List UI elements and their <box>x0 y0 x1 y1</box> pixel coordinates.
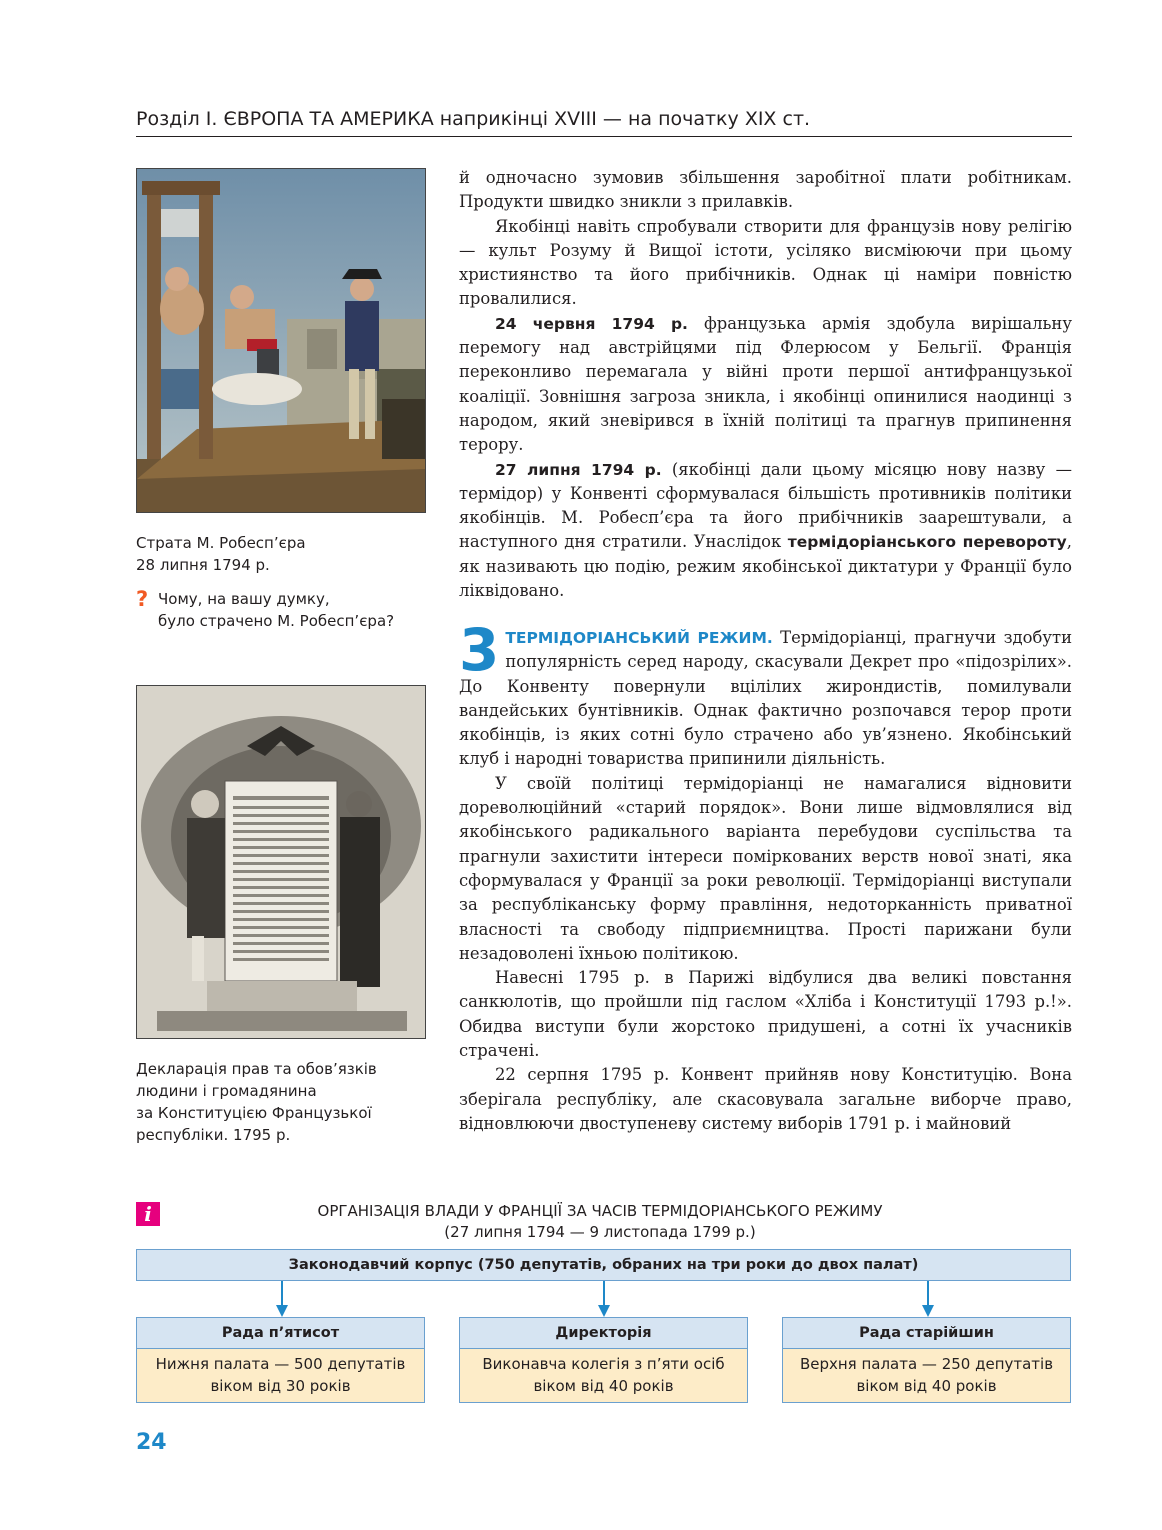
directory-line1: Виконавча колегія з п’яти осіб <box>482 1355 725 1373</box>
legislative-corps-box: Законодавчий корпус (750 депутатів, обраних на три роки до двох палат) <box>136 1249 1071 1281</box>
paragraph-3 <box>459 312 1072 458</box>
council-of-elders-line1: Верхня палата — 250 депутатів <box>799 1355 1054 1373</box>
question-text <box>158 588 438 632</box>
arrow-down-icon <box>274 1281 290 1317</box>
paragraph-4 <box>459 458 1072 604</box>
term-thermidorian-coup: термідоріанського перевороту <box>787 533 1067 552</box>
scheme-title-line2: (27 липня 1794 — 9 листопада 1799 р.) <box>444 1223 756 1241</box>
main-text-upper <box>459 166 1072 603</box>
paragraph-2: Якобінці навіть спробували створити для французів нову релігію — культ Розуму й Вищої істоти, усіляко висміюючи при цьому християнство та його прибічників. Однак ці наміри повністю провалилися. <box>459 216 1072 309</box>
page-number: 24 <box>136 1430 167 1455</box>
council-of-500-head: Рада п’ятисот <box>136 1317 425 1349</box>
council-of-500-line1: Нижня палата — 500 депутатів <box>155 1355 406 1373</box>
paragraph-5 <box>459 616 1073 772</box>
header-rule <box>136 136 1072 137</box>
date-june-1794: 24 червня 1794 р. <box>495 314 688 333</box>
scheme-title <box>240 1201 960 1243</box>
council-of-elders-head: Рада старійшин <box>782 1317 1071 1349</box>
date-july-1794: 27 липня 1794 р. <box>495 460 662 479</box>
scheme-title-line1: ОРГАНІЗАЦІЯ ВЛАДИ У ФРАНЦІЇ ЗА ЧАСІВ ТЕРМІДОРІАНСЬКОГО РЕЖИМУ <box>317 1202 883 1220</box>
council-of-500-body <box>136 1349 425 1403</box>
section-title: ТЕРМІДОРІАНСЬКИЙ РЕЖИМ. <box>505 629 773 647</box>
paragraph-7: Навесні 1795 р. в Парижі відбулися два великі повстання санкюлотів, що пройшли під гаслом «Хліба і Конституції 1793 р.!». Обидва виступи були жорстоко придушені, а сотні їх учасників страчені. <box>459 968 1072 1061</box>
paragraph-4-text-b: , як називають цю подію, режим якобінської диктатури у Франції було ліквідовано. <box>459 532 1072 601</box>
directory-line2: віком від 40 років <box>533 1377 674 1395</box>
question-line1: Чому, на вашу думку, <box>158 590 330 608</box>
paragraph-3-text: французька армія здобула вирішальну перемогу над австрійцями під Флерюсом у Бельгії. Франція переконливо перемагала у війні проти першої антифранцузької коаліції. Зовнішня загроза зникла, і якобінці опинилися наодинці з народом, який зневірився в їхній політиці та прагнув припинення терору. <box>459 313 1072 455</box>
paragraph-1: й одночасно зумовив збільшення заробітної плати робітникам. Продукти швидко зникли з прилавків. <box>459 168 1072 212</box>
paragraph-4-text-a: (якобінці дали цьому місяцю нову назву — термідор) у Конвенті сформувалася більшість противників політики якобінців. М. Робесп’єра та його прибічників заарештували, а наступного дня стратили. Унаслідок <box>459 459 1072 552</box>
arrow-down-icon <box>920 1281 936 1317</box>
figure1-caption <box>136 532 426 576</box>
figure1-caption-line1: Страта М. Робесп’єра <box>136 534 306 552</box>
figure2-caption-line3: за Конституцією Французької <box>136 1104 372 1122</box>
directory-head: Директорія <box>459 1317 748 1349</box>
arrow-down-icon <box>596 1281 612 1317</box>
declaration-illustration <box>137 686 425 1038</box>
figure2-caption-line1: Декларація прав та обов’язків <box>136 1060 377 1078</box>
robespierre-execution-image <box>136 168 426 513</box>
paragraph-6: У своїй політиці термідоріанці не намагалися відновити дореволюційний «старий порядок». Вони лише відмовлялися від якобінського радикального варіанта перебудови суспільства та прагнули захистити інтереси поміркованих верств нової знаті, яка сформувалася у Франції за роки революції. Термідоріанці виступали за республіканську форму правління, недоторканність приватної власності та свободу підприємництва. Прості парижани були незадоволені їхньою політикою. <box>459 773 1072 963</box>
info-icon: i <box>136 1202 160 1226</box>
question-mark-icon: ? <box>136 587 149 611</box>
running-header: Розділ І. ЄВРОПА ТА АМЕРИКА наприкінці XVIII — на початку XIX ст. <box>136 108 811 130</box>
question-line2: було страчено М. Робесп’єра? <box>158 612 395 630</box>
directory-body <box>459 1349 748 1403</box>
council-of-elders-line2: віком від 40 років <box>856 1377 997 1395</box>
execution-illustration <box>137 169 425 512</box>
figure2-caption-line4: республіки. 1795 р. <box>136 1126 291 1144</box>
council-of-elders-body <box>782 1349 1071 1403</box>
paragraph-8: 22 серпня 1795 р. Конвент прийняв нову Конституцію. Вона зберігала республіку, але скасовувала загальне виборче право, відновлюючи двоступеневу систему виборів 1791 р. і майновий <box>459 1065 1072 1133</box>
main-text-lower <box>459 616 1073 1136</box>
declaration-image <box>136 685 426 1039</box>
figure1-caption-line2: 28 липня 1794 р. <box>136 556 270 574</box>
council-of-500-line2: віком від 30 років <box>210 1377 351 1395</box>
section-number: 3 <box>459 616 500 684</box>
paragraph-5-text: Термідоріанці, прагнучи здобути популярність серед народу, скасували Декрет про «підозрілих». До Конвенту повернули вцілілих жирондистів, помилували вандейських бунтівників. Однак фактично розпочався терор проти якобінців, із яких сотні було страчено або ув’язнено. Якобінський клуб і народні товариства припинили діяльність. <box>459 628 1073 769</box>
figure2-caption-line2: людини і громадянина <box>136 1082 317 1100</box>
figure2-caption <box>136 1058 426 1146</box>
